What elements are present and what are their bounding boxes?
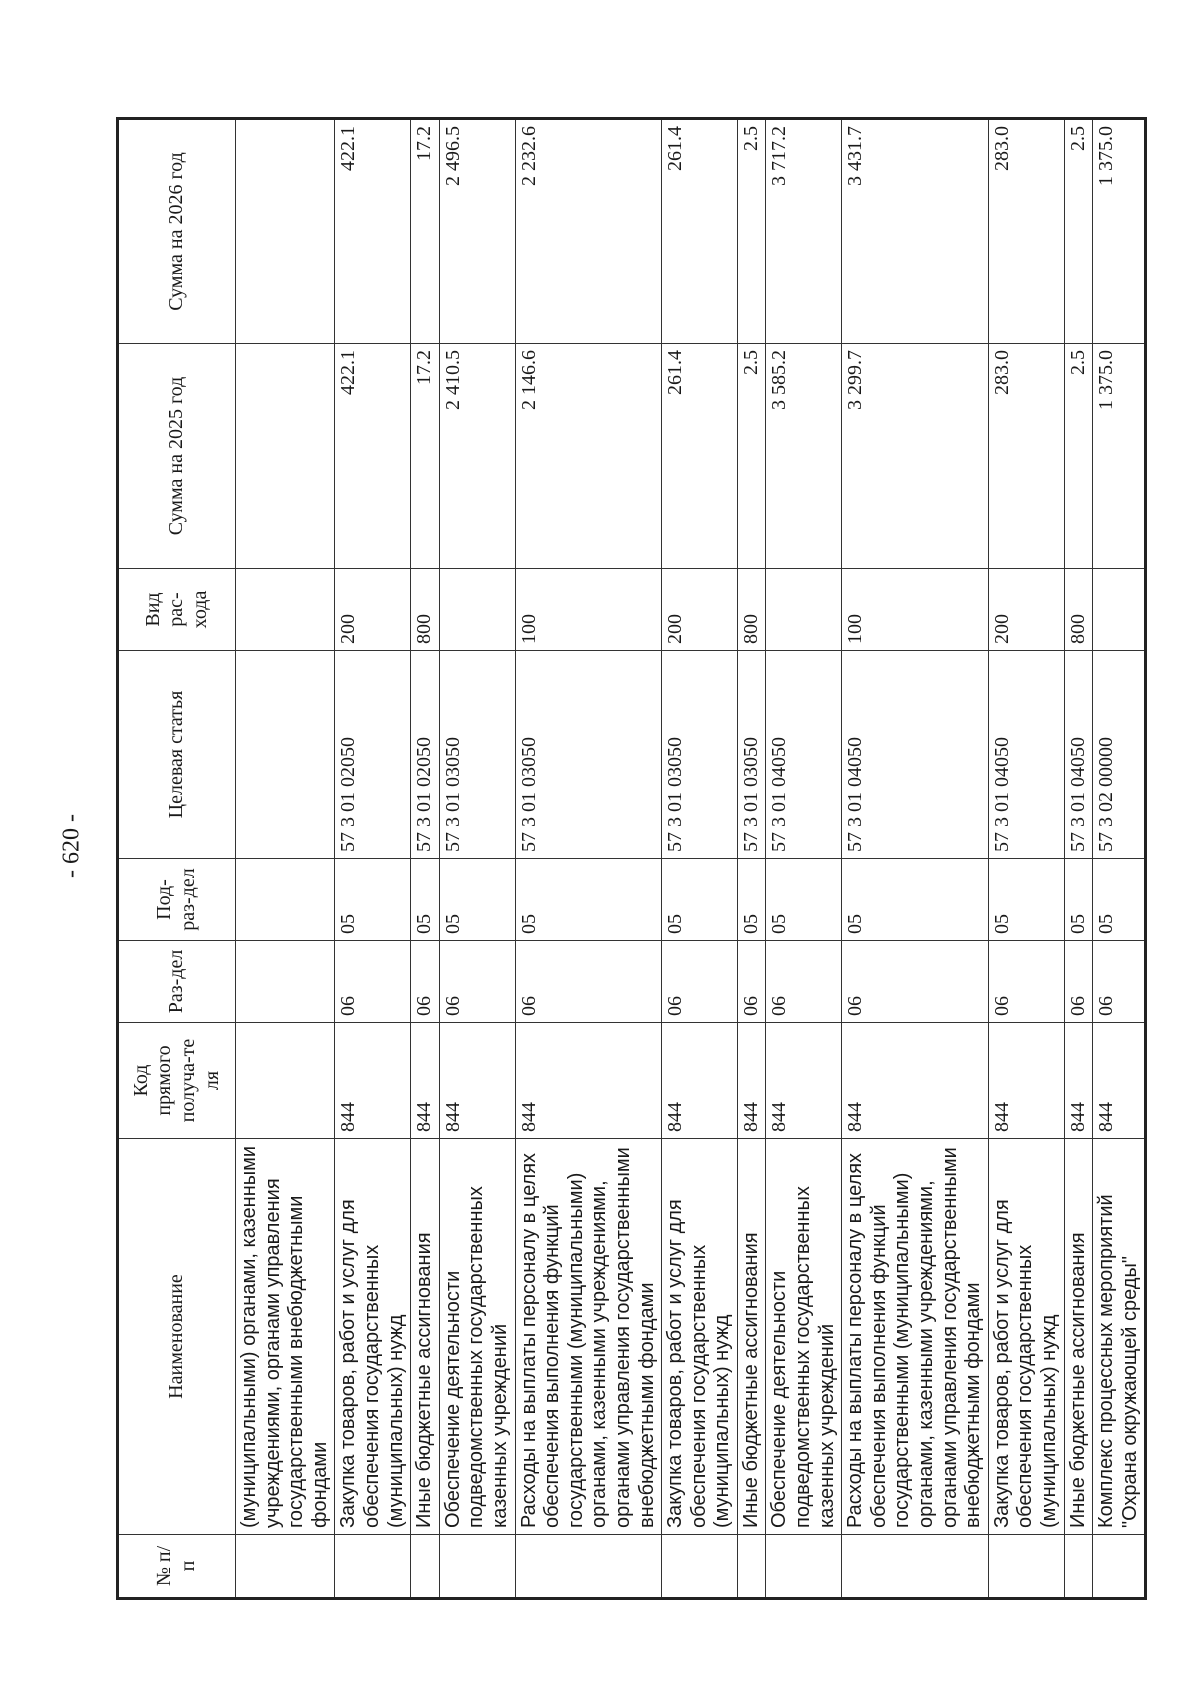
row-section: 06 [1093,941,1146,1023]
row-name: (муниципальными) органами, казенными учреждениями, органами управления государственными внебюджетными фондами [236,1139,335,1535]
row-article: 57 3 01 03050 [439,651,515,859]
row-name: Расходы на выплаты персоналу в целях обеспечения выполнения функций государственными (муниципальными) органами, казенными учреждениями, органами управления государственными внебюджетными фондами [515,1139,662,1535]
row-article: 57 3 01 03050 [515,651,662,859]
row-num [335,1535,411,1599]
header-name: Наименование [118,1139,236,1535]
row-subsection: 05 [737,859,766,941]
row-sum-2025: 2.5 [1064,344,1093,569]
row-section: 06 [842,941,989,1023]
header-article: Целевая статья [118,651,236,859]
row-num [1093,1535,1146,1599]
row-name: Комплекс процессных мероприятий "Охрана окружающей среды" [1093,1139,1146,1535]
row-sum-2026: 422.1 [335,119,411,344]
row-article: 57 3 01 04050 [988,651,1064,859]
row-num [1064,1535,1093,1599]
row-subsection: 05 [766,859,842,941]
table-row [662,119,738,1599]
row-subsection: 05 [411,859,440,941]
row-expense-type: 200 [662,569,738,651]
row-sum-2026: 1 375.0 [1093,119,1146,344]
header-num: № п/п [118,1535,236,1599]
row-section: 06 [411,941,440,1023]
row-subsection: 05 [335,859,411,941]
row-article: 57 3 01 04050 [1064,651,1093,859]
row-section: 06 [515,941,662,1023]
row-expense-type: 800 [1064,569,1093,651]
row-sum-2025: 261.4 [662,344,738,569]
row-num [515,1535,662,1599]
table-row [439,119,515,1599]
row-article: 57 3 01 02050 [411,651,440,859]
table-row [737,119,766,1599]
row-sum-2025: 2 410.5 [439,344,515,569]
row-subsection: 05 [988,859,1064,941]
row-name: Иные бюджетные ассигнования [411,1139,440,1535]
row-expense-type: 100 [842,569,989,651]
row-section: 06 [988,941,1064,1023]
header-expense-type: Вид рас-хода [118,569,236,651]
row-name: Закупка товаров, работ и услуг для обеспечения государственных (муниципальных) нужд [988,1139,1064,1535]
row-sum-2025: 3 299.7 [842,344,989,569]
row-subsection: 05 [662,859,738,941]
row-sum-2025: 1 375.0 [1093,344,1146,569]
row-num [766,1535,842,1599]
row-expense-type: 800 [737,569,766,651]
row-name: Закупка товаров, работ и услуг для обеспечения государственных (муниципальных) нужд [335,1139,411,1535]
table-row [1093,119,1146,1599]
row-expense-type: 800 [411,569,440,651]
row-code: 844 [515,1023,662,1139]
row-code: 844 [1064,1023,1093,1139]
row-sum-2025: 3 585.2 [766,344,842,569]
row-name: Обеспечение деятельности подведомственных государственных казенных учреждений [766,1139,842,1535]
header-code: Код прямого получа-те ля [118,1023,236,1139]
row-sum-2026: 2.5 [1064,119,1093,344]
row-sum-2025: 17.2 [411,344,440,569]
row-sum-2026: 261.4 [662,119,738,344]
row-sum-2025: 283.0 [988,344,1064,569]
row-article: 57 3 01 03050 [737,651,766,859]
row-code: 844 [439,1023,515,1139]
table-row [1064,119,1093,1599]
row-name: Иные бюджетные ассигнования [1064,1139,1093,1535]
rotated-table-container [116,120,1141,1600]
row-code: 844 [988,1023,1064,1139]
row-num [737,1535,766,1599]
table-row [988,119,1064,1599]
table-row [842,119,989,1599]
row-expense-type: 200 [335,569,411,651]
table-row [335,119,411,1599]
table-row [766,119,842,1599]
row-subsection: 05 [515,859,662,941]
row-article [236,651,335,859]
row-subsection: 05 [842,859,989,941]
row-sum-2026 [236,119,335,344]
row-num [842,1535,989,1599]
header-section: Раз-дел [118,941,236,1023]
table-row [236,119,335,1599]
row-sum-2026: 3 717.2 [766,119,842,344]
row-sum-2026: 2.5 [737,119,766,344]
row-sum-2026: 3 431.7 [842,119,989,344]
row-expense-type [1093,569,1146,651]
row-sum-2026: 283.0 [988,119,1064,344]
row-name: Иные бюджетные ассигнования [737,1139,766,1535]
row-code: 844 [335,1023,411,1139]
row-expense-type: 100 [515,569,662,651]
header-subsection: Под-раз-дел [118,859,236,941]
table-header-row [118,119,236,1599]
row-expense-type [439,569,515,651]
header-sum-2026: Сумма на 2026 год [118,119,236,344]
row-num [662,1535,738,1599]
row-section: 06 [335,941,411,1023]
row-name: Расходы на выплаты персоналу в целях обеспечения выполнения функций государственными (муниципальными) органами, казенными учреждениями, органами управления государственными внебюджетными фондами [842,1139,989,1535]
row-article: 57 3 01 02050 [335,651,411,859]
budget-table [116,117,1147,1600]
row-subsection: 05 [439,859,515,941]
row-sum-2026: 2 496.5 [439,119,515,344]
row-sum-2025 [236,344,335,569]
row-name: Закупка товаров, работ и услуг для обеспечения государственных (муниципальных) нужд [662,1139,738,1535]
table-row [515,119,662,1599]
row-expense-type [236,569,335,651]
row-section: 06 [766,941,842,1023]
row-sum-2026: 2 232.6 [515,119,662,344]
row-section [236,941,335,1023]
row-expense-type: 200 [988,569,1064,651]
row-subsection: 05 [1093,859,1146,941]
row-sum-2026: 17.2 [411,119,440,344]
row-section: 06 [737,941,766,1023]
row-subsection [236,859,335,941]
row-sum-2025: 2 146.6 [515,344,662,569]
row-subsection: 05 [1064,859,1093,941]
row-sum-2025: 422.1 [335,344,411,569]
row-code [236,1023,335,1139]
row-section: 06 [662,941,738,1023]
row-num [439,1535,515,1599]
row-code: 844 [766,1023,842,1139]
header-sum-2025: Сумма на 2025 год [118,344,236,569]
row-sum-2025: 2.5 [737,344,766,569]
row-section: 06 [1064,941,1093,1023]
table-row [411,119,440,1599]
row-code: 844 [737,1023,766,1139]
row-code: 844 [842,1023,989,1139]
row-article: 57 3 01 03050 [662,651,738,859]
row-article: 57 3 02 00000 [1093,651,1146,859]
row-num [236,1535,335,1599]
row-code: 844 [1093,1023,1146,1139]
row-expense-type [766,569,842,651]
row-article: 57 3 01 04050 [766,651,842,859]
row-section: 06 [439,941,515,1023]
row-num [988,1535,1064,1599]
row-article: 57 3 01 04050 [842,651,989,859]
row-code: 844 [662,1023,738,1139]
page-number: - 620 - [58,814,85,878]
row-name: Обеспечение деятельности подведомственных государственных казенных учреждений [439,1139,515,1535]
row-num [411,1535,440,1599]
row-code: 844 [411,1023,440,1139]
